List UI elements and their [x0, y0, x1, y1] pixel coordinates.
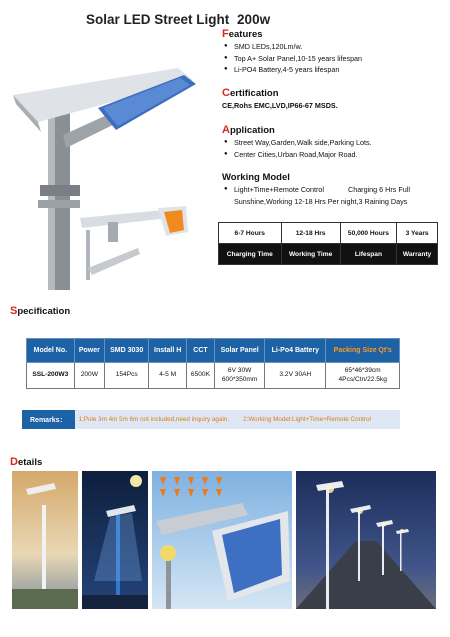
street-light-illustration [8, 40, 220, 290]
summary-label: Charging Time [219, 244, 282, 265]
list-item: ● SMD LEDs,120Lm/w. [224, 41, 446, 53]
specification-heading: Specification [10, 305, 71, 317]
cell-packing: 65*46*39cm 4Pcs/Ctn/22.5kg [326, 363, 400, 389]
cell-model: SSL-200W3 [27, 363, 75, 389]
title-text: Solar LED Street Light [86, 12, 230, 27]
summary-value: 6-7 Hours [219, 223, 282, 244]
summary-value: 12-18 Hrs [281, 223, 340, 244]
list-item: ● Li-PO4 Battery,4-5 years lifespan [224, 64, 446, 76]
column-header: Li-Po4 Battery [265, 339, 326, 363]
column-header: Install H [149, 339, 187, 363]
features-list [224, 41, 446, 76]
specification-table [26, 338, 400, 389]
application-list [224, 137, 446, 160]
detail-photo-day [12, 471, 78, 609]
cell-smd: 154Pcs [105, 363, 149, 389]
column-header: Model No. [27, 339, 75, 363]
certification-text: CE,Rohs EMC,LVD,IP66-67 MSDS. [222, 101, 338, 110]
working-model-heading: Working Model [222, 172, 290, 183]
summary-table [218, 222, 438, 265]
remarks-note-1: 1:Pole 3m 4m 5m 6m not included,need inquiry again. [78, 416, 230, 423]
detail-photo-road [296, 471, 436, 609]
remarks-note-2: 2:Working Model:Light+Time+Remote Control [243, 416, 371, 423]
column-header: Power [74, 339, 104, 363]
cell-install: 4-5 M [149, 363, 187, 389]
cell-panel: 6V 30W 600*350mm [215, 363, 265, 389]
certification-heading: Certification [222, 87, 279, 99]
cell-power: 200W [74, 363, 104, 389]
detail-photo-closeup [152, 471, 292, 609]
column-header: CCT [186, 339, 214, 363]
summary-value: 50,000 Hours [340, 223, 396, 244]
summary-label: Working Time [281, 244, 340, 265]
list-item: ● Street Way,Garden,Walk side,Parking Lots. [224, 137, 446, 149]
cell-cct: 6500K [186, 363, 214, 389]
detail-photo-night [82, 471, 148, 609]
summary-label: Lifespan [340, 244, 396, 265]
table-header-row [27, 339, 400, 363]
remarks-label: Remarks： [22, 410, 75, 429]
working-model-list [224, 184, 446, 207]
cell-battery: 3.2V 30AH [265, 363, 326, 389]
list-item: ● Top A+ Solar Panel,10-15 years lifespan [224, 53, 446, 65]
column-header: Solar Panel [215, 339, 265, 363]
title-model: 200w [237, 12, 271, 27]
features-heading: Features [222, 28, 263, 40]
remarks-bar [22, 410, 400, 429]
page-title [86, 12, 270, 27]
details-heading: Details [10, 456, 43, 468]
list-item: ● Light+Time+Remote Control Charging 6 Hrs Full Sunshine,Working 12-18 Hrs Per night,3 Raining Days [224, 184, 446, 207]
column-header: Packing Size Qt's [326, 339, 400, 363]
summary-label: Warranty [397, 244, 438, 265]
summary-value: 3 Years [397, 223, 438, 244]
list-item: ● Center Cities,Urban Road,Major Road. [224, 149, 446, 161]
column-header: SMD 3030 [105, 339, 149, 363]
table-row [27, 363, 400, 389]
application-heading: Application [222, 124, 275, 136]
